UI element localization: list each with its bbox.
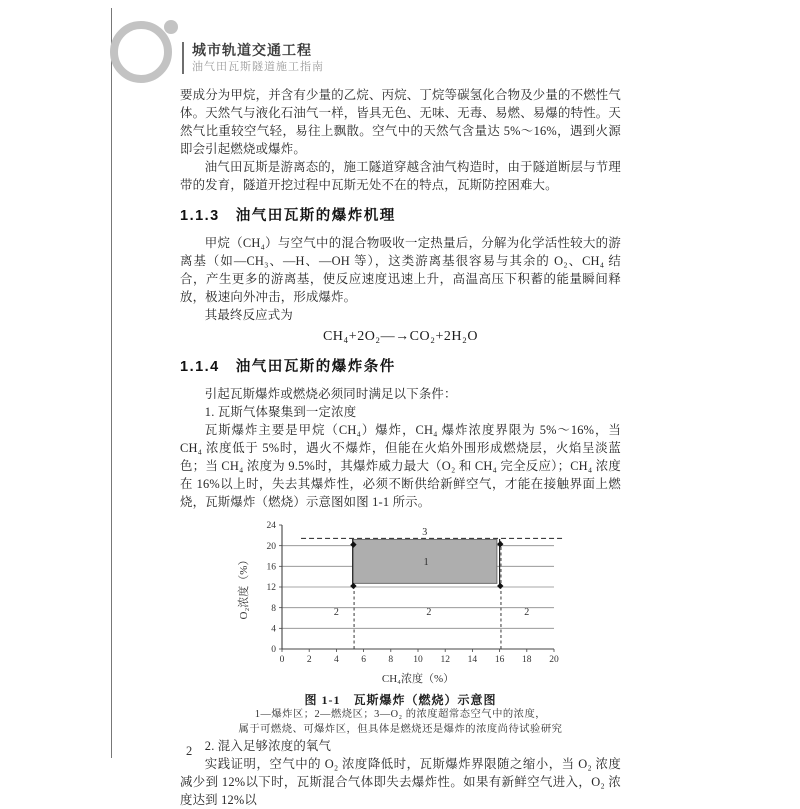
svg-text:12: 12 (266, 583, 276, 594)
figure-note-line2: 属于可燃烧、可爆炸区，但具体是燃烧还是爆炸的浓度尚待试验研究 (238, 723, 563, 735)
page-number: 2 (186, 744, 193, 758)
body-paragraph: 引起瓦斯爆炸或燃烧必须同时满足以下条件： (204, 387, 457, 401)
figure-caption: 图 1-1 瓦斯爆炸（燃烧）示意图 (304, 693, 497, 707)
gas-explosion-chart (236, 515, 566, 687)
svg-text:4: 4 (333, 655, 339, 665)
svg-text:20: 20 (548, 655, 559, 665)
svg-text:0: 0 (279, 655, 284, 665)
svg-text:10: 10 (412, 655, 423, 665)
main-text-column (180, 86, 621, 809)
body-paragraph: 要成分为甲烷，并含有少量的乙烷、丙烷、丁烷等碳氢化合物及少量的不燃性气体。天然气与液化石油气一样，皆具无色、无味、无毒、易燃、易爆的特性。天然气比重较空气轻，易往上飘散。空气中的天然气含量达 5%～16%，遇到火源即会引起燃烧或爆炸。 (180, 88, 621, 156)
list-item-condition-2: 2. 混入足够浓度的氧气 (204, 739, 332, 753)
svg-text:12: 12 (439, 655, 450, 665)
body-paragraph: 其最终反应式为 (204, 308, 293, 322)
figure-1-1 (180, 515, 621, 737)
svg-text:1: 1 (423, 557, 429, 569)
svg-text:8: 8 (270, 603, 276, 614)
series-title: 城市轨道交通工程 (192, 42, 312, 58)
svg-text:2: 2 (306, 655, 312, 665)
chemical-equation: CH₄+2O₂—→CO₂+2H₂O (322, 329, 479, 344)
svg-text:0: 0 (270, 645, 276, 656)
svg-text:O₂浓度（%）: O₂浓度（%） (237, 554, 250, 620)
body-paragraph: 实践证明，空气中的 O₂ 浓度降低时，瓦斯爆炸界限随之缩小，当 O₂ 浓度减少到 12%以下时，瓦斯混合气体即失去爆炸性。如果有新鲜空气进入，O₂ 浓度达到 12%以 (180, 757, 621, 807)
svg-text:4: 4 (270, 624, 276, 635)
svg-text:3: 3 (421, 527, 427, 539)
book-title: 油气田瓦斯隧道施工指南 (192, 61, 324, 73)
svg-text:2: 2 (333, 606, 339, 618)
body-paragraph: 油气田瓦斯是游离态的，施工隧道穿越含油气构造时，由于隧道断层与节理带的发育，隧道开挖过程中瓦斯无处不在的特点，瓦斯防控困难大。 (180, 160, 621, 192)
section-heading-1-1-3: 1.1.3 油气田瓦斯的爆炸机理 (180, 208, 396, 224)
svg-text:CH₄浓度（%）: CH₄浓度（%） (381, 673, 454, 685)
list-item-condition-1: 1. 瓦斯气体聚集到一定浓度 (204, 405, 357, 419)
logo-ring-icon (104, 14, 184, 94)
svg-text:16: 16 (494, 655, 504, 665)
body-paragraph: 甲烷（CH₄）与空气中的混合物吸收一定热量后，分解为化学活性较大的游离基（如—CH₃、—H、—OH 等），这类游离基很容易与其余的 O₂、CH₄ 结合，产生更多的游离基，使反应速度迅速上升，高温高压下积蓄的能量瞬间释放，极速向外冲击，形成爆炸。 (180, 236, 621, 304)
svg-text:2: 2 (523, 606, 529, 618)
svg-text:20: 20 (266, 541, 276, 552)
page-header (182, 42, 324, 74)
svg-text:18: 18 (521, 655, 532, 665)
body-paragraph: 瓦斯爆炸主要是甲烷（CH₄）爆炸，CH₄ 爆炸浓度界限为 5%～16%，当 CH₄ 浓度低于 5%时，遇火不爆炸，但能在火焰外围形成燃烧层，火焰呈淡蓝色；当 CH₄ 浓度为 9.5%时，其爆炸威力最大（O₂ 和 CH₄ 完全反应）；CH₄ 浓度在 16%以上时，失去其爆炸性，必须不断供给新鲜空气，才能在接触界面上燃烧，瓦斯爆炸（燃烧）示意图如图 1-1 所示。 (180, 423, 621, 509)
page-margin-rule (111, 8, 112, 758)
svg-text:6: 6 (360, 655, 366, 665)
svg-text:8: 8 (387, 655, 393, 665)
svg-text:16: 16 (266, 562, 276, 573)
section-heading-1-1-4: 1.1.4 油气田瓦斯的爆炸条件 (180, 359, 396, 375)
svg-text:2: 2 (425, 606, 431, 618)
svg-text:14: 14 (467, 655, 477, 665)
svg-text:24: 24 (266, 521, 276, 532)
figure-note-line1: 1—爆炸区；2—燃烧区；3—O₂ 的浓度超常态空气中的浓度， (254, 709, 547, 720)
